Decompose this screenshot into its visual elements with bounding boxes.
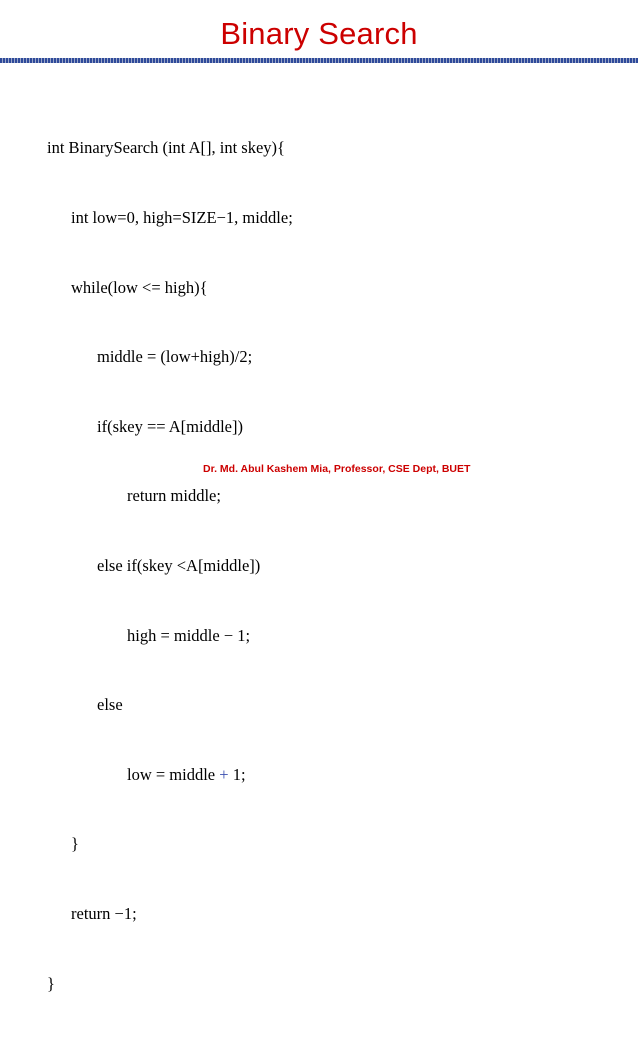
code-line: while(low <= high){	[71, 277, 208, 297]
code-line: else if(skey <A[middle])	[97, 555, 261, 575]
plus-operator: +	[219, 764, 229, 784]
code-line	[47, 763, 293, 786]
code-line: return −1;	[71, 903, 137, 923]
code-block	[47, 90, 293, 1041]
code-line: }	[47, 973, 55, 993]
code-segment: low = middle	[127, 764, 220, 784]
code-line: int low=0, high=SIZE−1, middle;	[71, 208, 293, 227]
code-line: else	[97, 695, 123, 715]
code-segment: 1;	[228, 764, 246, 784]
code-line: return middle;	[127, 486, 221, 506]
code-line: int BinarySearch (int A[], int skey){	[47, 138, 285, 158]
code-line: high = middle − 1;	[127, 625, 251, 645]
code-line: if(skey == A[middle])	[97, 416, 243, 436]
code-line: }	[71, 834, 79, 854]
slide-title: Binary Search	[220, 16, 418, 51]
code-line: middle = (low+high)/2;	[97, 347, 253, 367]
slide-footer: Dr. Md. Abul Kashem Mia, Professor, CSE Dept, BUET	[203, 463, 471, 475]
title-divider	[0, 58, 638, 63]
